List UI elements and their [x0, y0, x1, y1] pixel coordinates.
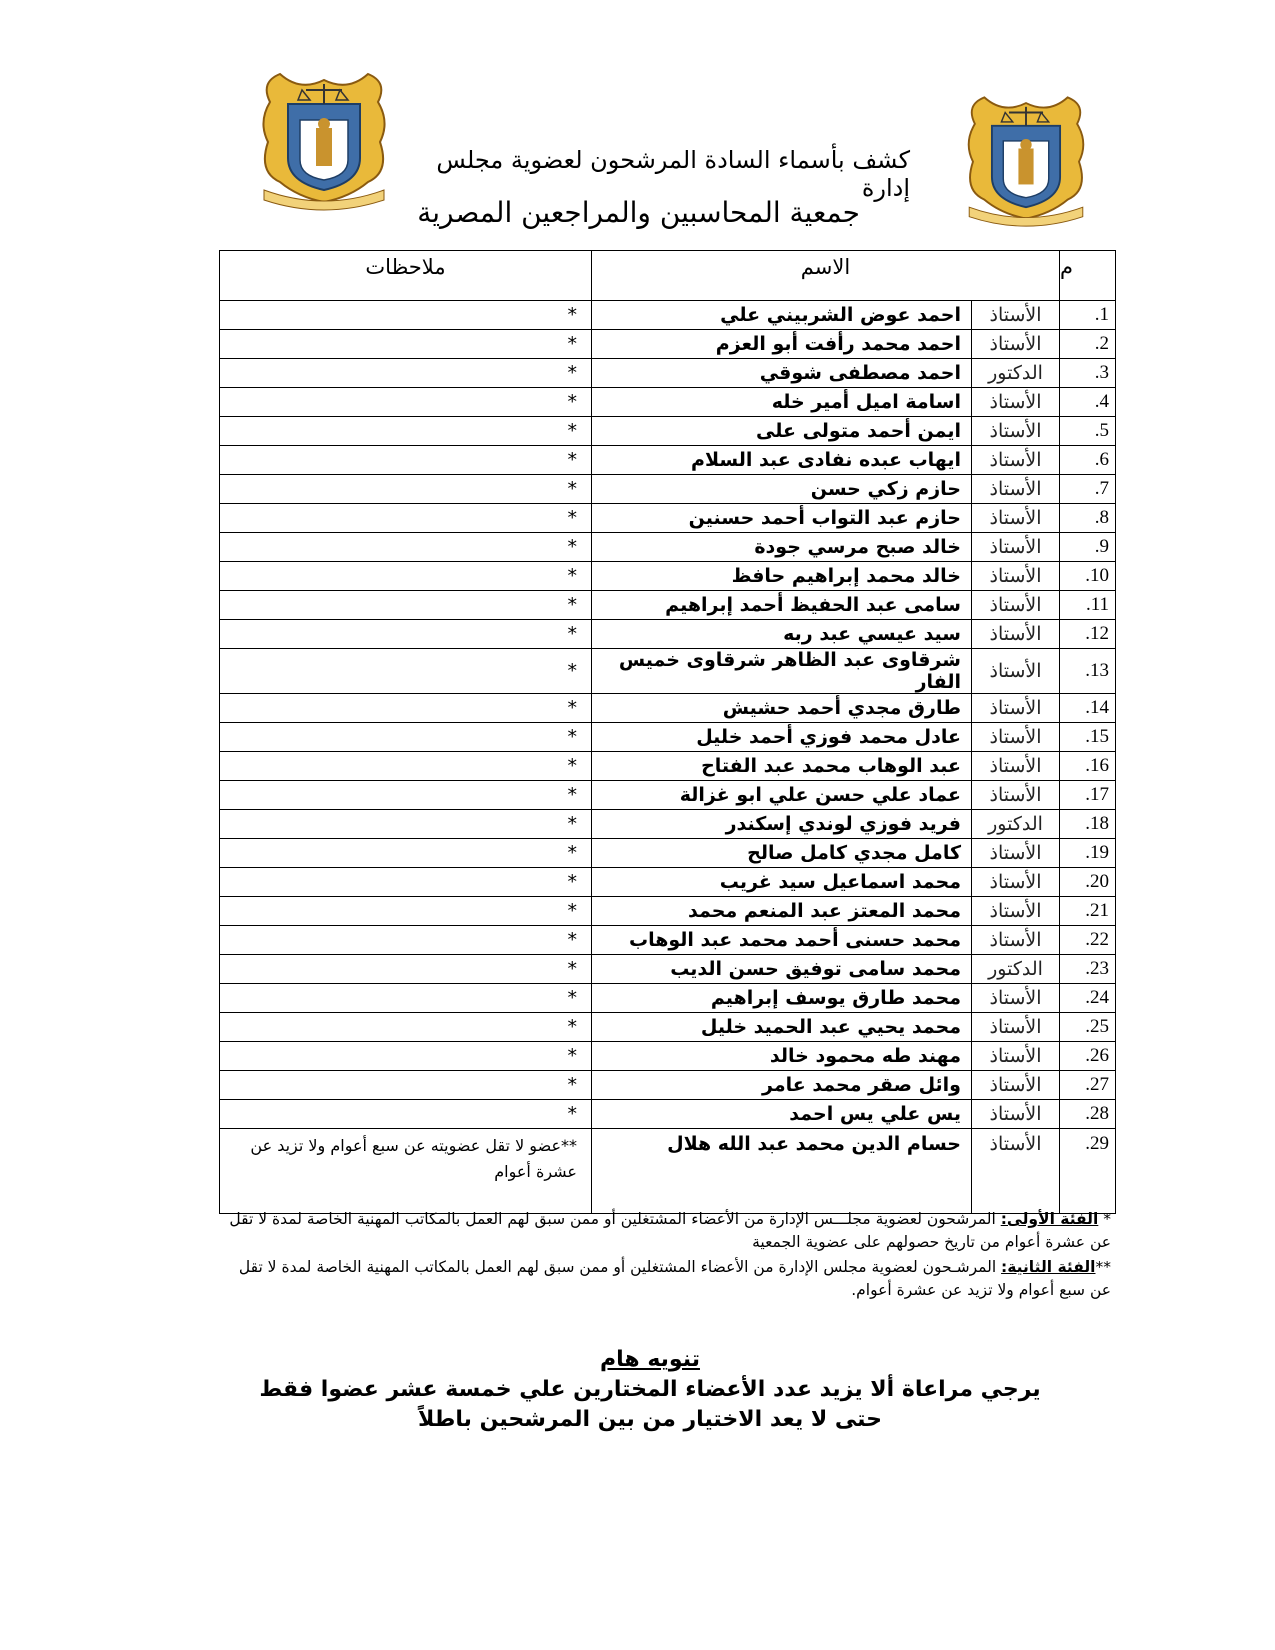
table-row	[220, 1013, 1116, 1042]
table-row	[220, 446, 1116, 475]
row-note: *	[220, 868, 592, 897]
footnote-text: المرشـحون لعضوية مجلس الإدارة من الأعضاء المشتغلين أو ممن سبق لهم العمل بالمكاتب المهنية الخاصة لمدة لا تقل عن سبع أعوام ولا تزيد عن عشرة أعوام.	[238, 1258, 1111, 1299]
table-row	[220, 868, 1116, 897]
row-honorific: الأستاذ	[972, 839, 1060, 868]
row-candidate-name: احمد محمد رأفت أبو العزم	[591, 330, 971, 359]
table-row	[220, 926, 1116, 955]
row-number: 10.	[1060, 562, 1116, 591]
candidates-table	[219, 250, 1116, 1214]
notice-line1: يرجي مراعاة ألا يزيد عدد الأعضاء المختارين علي خمسة عشر عضوا فقط	[259, 1377, 1041, 1402]
row-number: 26.	[1060, 1042, 1116, 1071]
row-number: 8.	[1060, 504, 1116, 533]
row-honorific: الأستاذ	[972, 417, 1060, 446]
row-number: 9.	[1060, 533, 1116, 562]
row-number: 28.	[1060, 1100, 1116, 1129]
row-note: *	[220, 781, 592, 810]
column-header-name: الاسم	[591, 251, 1059, 301]
row-note: *	[220, 388, 592, 417]
row-note: *	[220, 752, 592, 781]
document-title-line1: كشف بأسماء السادة المرشحون لعضوية مجلس إدارة	[436, 146, 910, 202]
row-number: 6.	[1060, 446, 1116, 475]
row-honorific: الأستاذ	[972, 723, 1060, 752]
row-candidate-name: عماد علي حسن علي ابو غزالة	[591, 781, 971, 810]
row-candidate-name: ايهاب عبده نفادى عبد السلام	[591, 446, 971, 475]
row-note: *	[220, 620, 592, 649]
table-row	[220, 417, 1116, 446]
row-note: *	[220, 723, 592, 752]
row-note: *	[220, 301, 592, 330]
table-row	[220, 839, 1116, 868]
row-number: 21.	[1060, 897, 1116, 926]
row-number: 17.	[1060, 781, 1116, 810]
column-header-notes: ملاحظات	[220, 251, 592, 301]
row-number: 18.	[1060, 810, 1116, 839]
table-row	[220, 330, 1116, 359]
row-number: 24.	[1060, 984, 1116, 1013]
row-candidate-name: محمد اسماعيل سيد غريب	[591, 868, 971, 897]
row-number: 15.	[1060, 723, 1116, 752]
row-honorific: الأستاذ	[972, 620, 1060, 649]
row-note: *	[220, 694, 592, 723]
row-note: *	[220, 955, 592, 984]
row-honorific: الأستاذ	[972, 504, 1060, 533]
row-number: 2.	[1060, 330, 1116, 359]
row-candidate-name: وائل صقر محمد عامر	[591, 1071, 971, 1100]
row-note: *	[220, 926, 592, 955]
row-note: *	[220, 359, 592, 388]
row-honorific: الأستاذ	[972, 591, 1060, 620]
row-note: *	[220, 417, 592, 446]
row-note	[220, 1129, 592, 1214]
row-note: *	[220, 1042, 592, 1071]
row-note: *	[220, 984, 592, 1013]
row-honorific: الأستاذ	[972, 781, 1060, 810]
row-honorific: الأستاذ	[972, 868, 1060, 897]
table-row	[220, 504, 1116, 533]
row-number: 7.	[1060, 475, 1116, 504]
row-honorific: الأستاذ	[972, 533, 1060, 562]
row-number: 27.	[1060, 1071, 1116, 1100]
row-candidate-name: احمد مصطفى شوقي	[591, 359, 971, 388]
row-note: *	[220, 446, 592, 475]
footnote-first-category	[226, 1208, 1111, 1254]
footnote-marker: **	[1095, 1258, 1111, 1276]
table-row	[220, 694, 1116, 723]
footnote-second-category	[226, 1256, 1111, 1302]
row-note: *	[220, 897, 592, 926]
row-number: 25.	[1060, 1013, 1116, 1042]
table-body	[220, 301, 1116, 1214]
row-candidate-name: طارق مجدي أحمد حشيش	[591, 694, 971, 723]
row-note: *	[220, 504, 592, 533]
document-title-line2: جمعية المحاسبين والمراجعين المصرية	[417, 196, 860, 229]
row-number: 12.	[1060, 620, 1116, 649]
row-candidate-name: شرقاوى عبد الظاهر شرقاوى خميس الفار	[591, 649, 971, 694]
row-honorific: الأستاذ	[972, 752, 1060, 781]
table-row	[220, 810, 1116, 839]
row-number: 4.	[1060, 388, 1116, 417]
row-candidate-name: خالد محمد إبراهيم حافظ	[591, 562, 971, 591]
row-candidate-name: محمد يحيي عبد الحميد خليل	[591, 1013, 971, 1042]
row-honorific: الأستاذ	[972, 1100, 1060, 1129]
table-row	[220, 591, 1116, 620]
row-honorific: الأستاذ	[972, 446, 1060, 475]
row-honorific: الأستاذ	[972, 984, 1060, 1013]
row-candidate-name: ايمن أحمد متولى على	[591, 417, 971, 446]
notice-heading: تنويه هام	[600, 1347, 700, 1372]
row-number: 19.	[1060, 839, 1116, 868]
table-row	[220, 388, 1116, 417]
row-honorific: الأستاذ	[972, 897, 1060, 926]
footnote-label: الفئة الثانية:	[1001, 1258, 1096, 1276]
row-candidate-name: احمد عوض الشربيني علي	[591, 301, 971, 330]
column-header-number: م	[1060, 251, 1116, 301]
row-note: *	[220, 1100, 592, 1129]
footnote-marker: *	[1098, 1210, 1111, 1228]
association-crest-logo	[952, 86, 1100, 228]
table-row	[220, 301, 1116, 330]
row-note: *	[220, 533, 592, 562]
row-note: *	[220, 810, 592, 839]
row-number: 16.	[1060, 752, 1116, 781]
row-note-text: **عضو لا تقل عضويته عن سبع أعوام ولا تزيد عن عشرة أعوام	[250, 1136, 577, 1181]
row-note: *	[220, 475, 592, 504]
row-candidate-name: محمد حسنى أحمد محمد عبد الوهاب	[591, 926, 971, 955]
table-row	[220, 1100, 1116, 1129]
table-row	[220, 955, 1116, 984]
row-candidate-name: حازم عبد التواب أحمد حسنين	[591, 504, 971, 533]
row-candidate-name: محمد طارق يوسف إبراهيم	[591, 984, 971, 1013]
table-row	[220, 752, 1116, 781]
row-honorific: الدكتور	[972, 955, 1060, 984]
table-row	[220, 984, 1116, 1013]
important-notice	[200, 1345, 1100, 1435]
row-honorific: الأستاذ	[972, 1013, 1060, 1042]
row-candidate-name: مهند طه محمود خالد	[591, 1042, 971, 1071]
footnote-text: المرشحون لعضوية مجلـــس الإدارة من الأعضاء المشتغلين أو ممن سبق لهم العمل بالمكاتب المهنية الخاصة لمدة لا تقل عن عشرة أعوام من تاريخ حصولهم على عضوية الجمعية	[229, 1210, 1111, 1251]
notice-line2: حتى لا يعد الاختيار من بين المرشحين باطلاً	[417, 1407, 883, 1432]
row-note: *	[220, 330, 592, 359]
row-number: 1.	[1060, 301, 1116, 330]
row-candidate-name: كامل مجدي كامل صالح	[591, 839, 971, 868]
row-candidate-name: فريد فوزي لوندي إسكندر	[591, 810, 971, 839]
table-row	[220, 359, 1116, 388]
table-row	[220, 897, 1116, 926]
row-candidate-name: خالد صبح مرسي جودة	[591, 533, 971, 562]
row-number: 14.	[1060, 694, 1116, 723]
row-honorific: الأستاذ	[972, 1129, 1060, 1214]
row-honorific: الدكتور	[972, 810, 1060, 839]
row-number: 13.	[1060, 649, 1116, 694]
row-number: 23.	[1060, 955, 1116, 984]
row-note: *	[220, 562, 592, 591]
row-number: 3.	[1060, 359, 1116, 388]
row-honorific: الأستاذ	[972, 301, 1060, 330]
table-row	[220, 620, 1116, 649]
table-row	[220, 649, 1116, 694]
row-number: 22.	[1060, 926, 1116, 955]
table-row	[220, 1042, 1116, 1071]
footnotes	[226, 1208, 1111, 1304]
row-honorific: الأستاذ	[972, 475, 1060, 504]
row-note: *	[220, 1071, 592, 1100]
table-row	[220, 781, 1116, 810]
table-row	[220, 562, 1116, 591]
row-candidate-name: سيد عيسي عبد ربه	[591, 620, 971, 649]
row-candidate-name: حازم زكي حسن	[591, 475, 971, 504]
row-number: 5.	[1060, 417, 1116, 446]
table-row	[220, 475, 1116, 504]
table-row	[220, 1071, 1116, 1100]
table-row	[220, 533, 1116, 562]
row-honorific: الأستاذ	[972, 330, 1060, 359]
row-candidate-name: عادل محمد فوزي أحمد خليل	[591, 723, 971, 752]
row-honorific: الأستاذ	[972, 388, 1060, 417]
association-crest-logo	[250, 62, 398, 212]
row-candidate-name: محمد المعتز عبد المنعم محمد	[591, 897, 971, 926]
row-honorific: الأستاذ	[972, 1042, 1060, 1071]
row-number: 11.	[1060, 591, 1116, 620]
row-candidate-name: حسام الدين محمد عبد الله هلال	[591, 1129, 971, 1214]
row-note: *	[220, 1013, 592, 1042]
row-note: *	[220, 839, 592, 868]
row-candidate-name: محمد سامى توفيق حسن الديب	[591, 955, 971, 984]
footnote-label: الفئة الأولى:	[1000, 1210, 1099, 1228]
row-honorific: الأستاذ	[972, 1071, 1060, 1100]
row-number: 20.	[1060, 868, 1116, 897]
row-number: 29.	[1060, 1129, 1116, 1214]
table-row	[220, 723, 1116, 752]
row-honorific: الأستاذ	[972, 926, 1060, 955]
table-header-row	[220, 251, 1116, 301]
row-candidate-name: عبد الوهاب محمد عبد الفتاح	[591, 752, 971, 781]
row-candidate-name: اسامة اميل أمير خله	[591, 388, 971, 417]
row-honorific: الأستاذ	[972, 694, 1060, 723]
row-note: *	[220, 649, 592, 694]
row-candidate-name: سامى عبد الحفيظ أحمد إبراهيم	[591, 591, 971, 620]
row-honorific: الدكتور	[972, 359, 1060, 388]
row-honorific: الأستاذ	[972, 562, 1060, 591]
table-row	[220, 1129, 1116, 1214]
row-note: *	[220, 591, 592, 620]
row-honorific: الأستاذ	[972, 649, 1060, 694]
row-candidate-name: يس علي يس احمد	[591, 1100, 971, 1129]
